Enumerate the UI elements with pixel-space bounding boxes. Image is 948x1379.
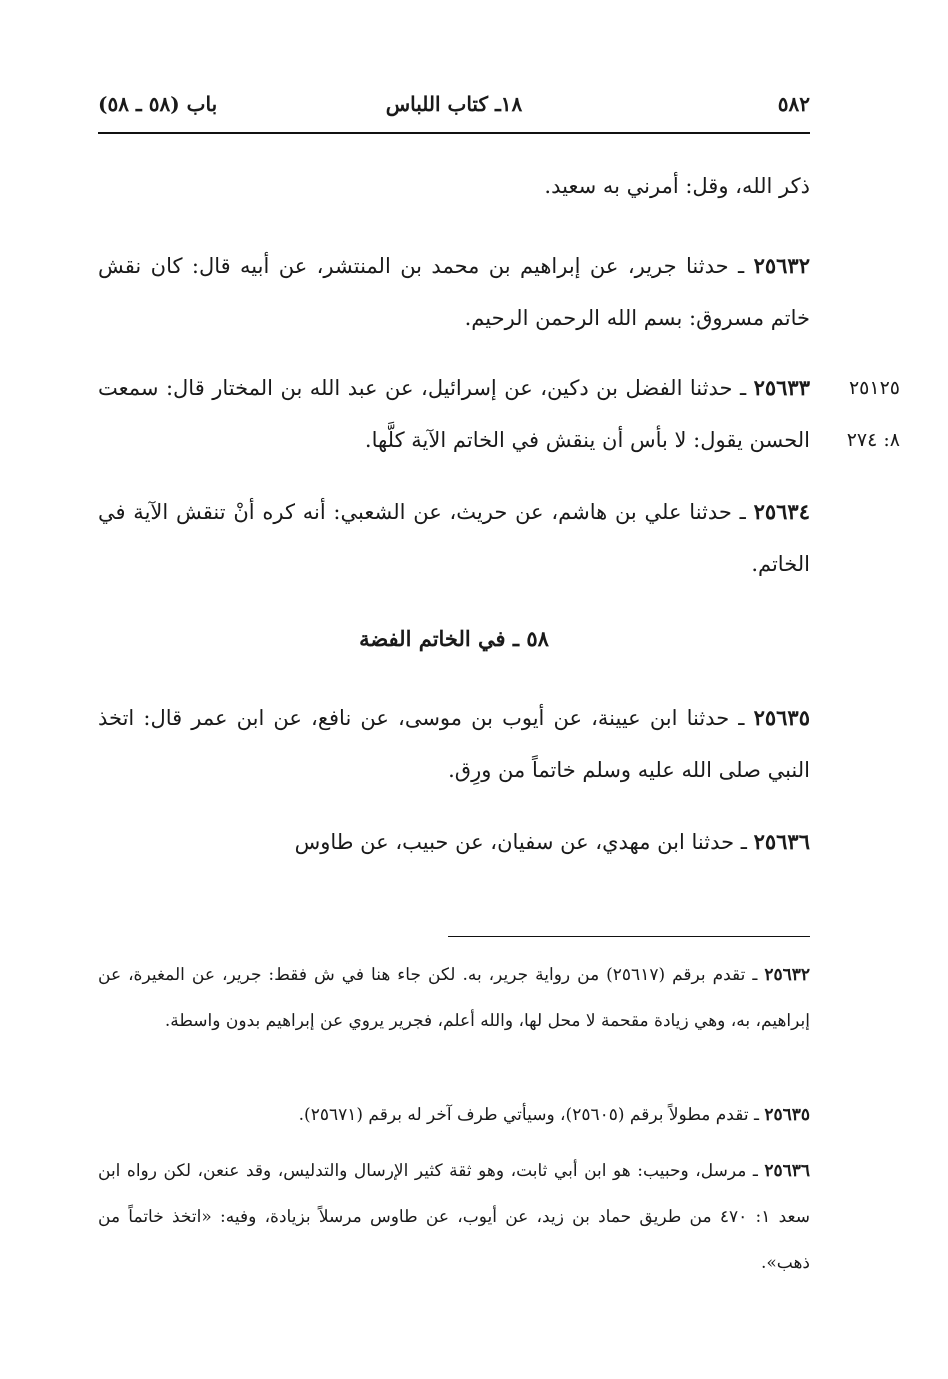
footnote-text: ـ تقدم برقم (٢٥٦١٧) من رواية جرير، به. لكن جاء هنا في ش فقط: جرير، عن المغيرة، عن إبراهيم، به، وهي زيادة مقحمة لا محل لها، والله أعلم، فجرير يروي عن إبراهيم بدون واسطة. [98, 965, 810, 1031]
section-title: ٥٨ ـ في الخاتم الفضة [359, 626, 549, 651]
header-divider [98, 132, 810, 134]
hadith-25632 [98, 240, 810, 344]
footnote-25636 [98, 1148, 810, 1286]
hadith-number: ٢٥٦٣٣ [753, 375, 810, 400]
book-title: ١٨ـ كتاب اللباس [385, 92, 523, 116]
margin-note-ref-1 [820, 362, 900, 414]
hadith-number: ٢٥٦٣٢ [753, 253, 810, 278]
hadith-text: ـ حدثنا علي بن هاشم، عن حريث، عن الشعبي: أنه كره أنْ تنقش الآية في الخاتم. [98, 500, 810, 576]
hadith-text: ـ حدثنا ابن عيينة، عن أيوب بن موسى، عن نافع، عن ابن عمر قال: اتخذ النبي صلى الله عليه وسلم خاتماً من ورِق. [98, 706, 810, 782]
hadith-number: ٢٥٦٣٥ [753, 705, 810, 730]
hadith-text: ـ حدثنا ابن مهدي، عن سفيان، عن حبيب، عن طاوس [294, 830, 747, 854]
hadith-25636 [98, 816, 810, 868]
footnote-25632 [98, 952, 810, 1044]
hadith-25635 [98, 692, 810, 796]
paragraph-continuation [98, 160, 810, 212]
hadith-text: ـ حدثنا الفضل بن دكين، عن إسرائيل، عن عبد الله بن المختار قال: سمعت الحسن يقول: لا بأس أن ينقش في الخاتم الآية كلَّها. [98, 376, 810, 452]
footnote-number: ٢٥٦٣٢ [764, 965, 811, 985]
paragraph-text: ذكر الله، وقل: أمرني به سعيد. [544, 174, 810, 198]
footnote-text: ـ تقدم مطولاً برقم (٢٥٦٠٥)، وسيأتي طرف آخر له برقم (٢٥٦٧١). [298, 1105, 759, 1125]
footnote-number: ٢٥٦٣٥ [764, 1105, 810, 1125]
margin-note-text: ٨: ٢٧٤ [846, 429, 900, 451]
footnote-25635 [98, 1092, 810, 1138]
hadith-25633 [98, 362, 810, 466]
footnote-divider [448, 936, 810, 937]
hadith-number: ٢٥٦٣٦ [753, 829, 810, 854]
page-header [98, 88, 810, 122]
footnote-number: ٢٥٦٣٦ [764, 1161, 810, 1181]
hadith-text: ـ حدثنا جرير، عن إبراهيم بن محمد بن المنتشر، عن أبيه قال: كان نقش خاتم مسروق: بسم الله الرحمن الرحيم. [98, 254, 810, 330]
hadith-number: ٢٥٦٣٤ [753, 499, 810, 524]
margin-note-text: ٢٥١٢٥ [848, 377, 900, 399]
page-number: ٥٨٢ [777, 92, 810, 116]
hadith-25634 [98, 486, 810, 590]
chapter-range: باب (٥٨ ـ ٥٨) [98, 92, 218, 116]
footnote-text: ـ مرسل، وحبيب: هو ابن أبي ثابت، وهو ثقة كثير الإرسال والتدليس، وقد عنعن، لكن رواه ابن سعد ١: ٤٧٠ من طريق حماد بن زيد، عن أيوب، عن طاوس مرسلاً بزيادة، وفيه: «اتخذ خاتماً من ذهب». [98, 1161, 811, 1273]
margin-note-ref-2 [820, 414, 900, 466]
